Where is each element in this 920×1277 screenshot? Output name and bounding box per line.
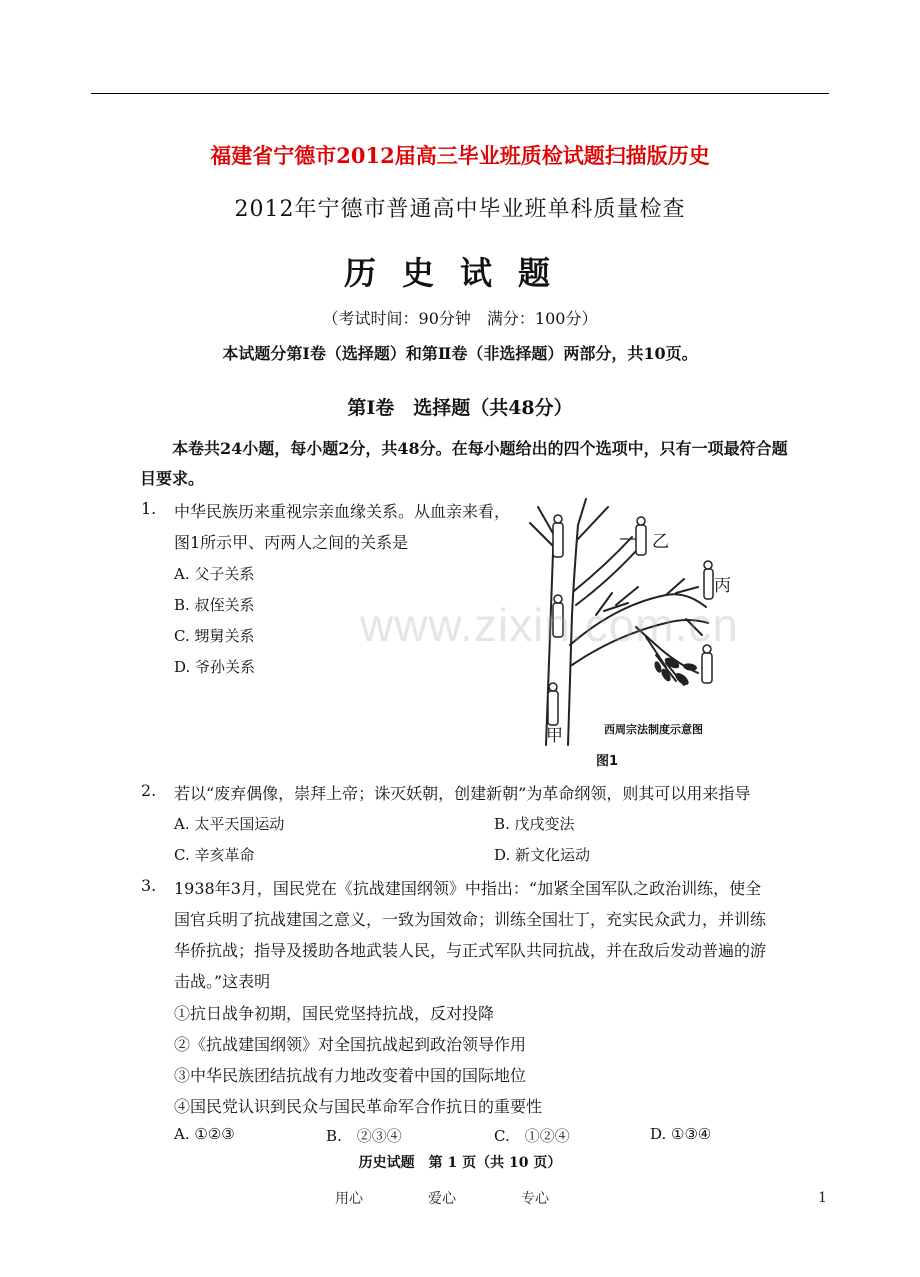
option-b: B. 戊戌变法 bbox=[494, 815, 575, 833]
question-text-line: 击战。”这表明 bbox=[174, 972, 271, 991]
question-text-line: 华侨抗战；指导及援助各地武装人民，与正式军队共同抗战，并在敌后发动普遍的游 bbox=[174, 941, 767, 960]
page-footer-label: 历史试题 第 1 页（共 10 页） bbox=[358, 1155, 562, 1171]
question-text-line: 中华民族历来重视宗亲血缘关系。从血亲来看， bbox=[174, 502, 511, 521]
slogan-1: 用心 bbox=[335, 1191, 363, 1207]
slogan-3: 专心 bbox=[521, 1191, 549, 1207]
statement-3: ③中华民族团结抗战有力地改变着中国的国际地位 bbox=[174, 1066, 527, 1085]
page-number: 1 bbox=[818, 1190, 827, 1206]
option-b: B. ②③④ bbox=[326, 1127, 402, 1145]
exam-subtitle: 2012年宁德市普通高中毕业班单科质量检查 bbox=[234, 197, 686, 222]
document-red-title: 福建省宁德市2012届高三毕业班质检试题扫描版历史 bbox=[210, 143, 710, 168]
figure-caption: 西周宗法制度示意图 bbox=[604, 723, 703, 736]
option-d: D. 爷孙关系 bbox=[174, 658, 256, 676]
option-a: A. ①②③ bbox=[174, 1125, 235, 1143]
figure-mark-jia: 甲 bbox=[546, 726, 563, 746]
exam-parts-note: 本试题分第Ⅰ卷（选择题）和第Ⅱ卷（非选择题）两部分，共10页。 bbox=[222, 344, 698, 363]
option-a: A. 父子关系 bbox=[174, 565, 255, 583]
question-number: 3. bbox=[141, 876, 157, 895]
option-c: C. 甥舅关系 bbox=[174, 627, 255, 645]
statement-2: ②《抗战建国纲领》对全国抗战起到政治领导作用 bbox=[174, 1035, 527, 1054]
question-text-line: 若以“废弃偶像，崇拜上帝；诛灭妖朝，创建新朝”为革命纲领，则其可以用来指导 bbox=[174, 784, 751, 803]
question-number: 2. bbox=[141, 781, 157, 800]
option-c: C. ①②④ bbox=[494, 1127, 570, 1145]
section-instructions: 本卷共24小题，每小题2分，共48分。在每小题给出的四个选项中，只有一项最符合题目要求。 bbox=[140, 439, 788, 488]
option-d: D. 新文化运动 bbox=[494, 846, 591, 864]
option-b: B. 叔侄关系 bbox=[174, 596, 255, 614]
header-rule bbox=[91, 93, 829, 94]
question-text-line: 国官兵明了抗战建国之意义，一致为国效命；训练全国壮丁，充实民众武力，并训练 bbox=[174, 910, 767, 929]
statement-4: ④国民党认识到民众与国民革命军合作抗日的重要性 bbox=[174, 1097, 543, 1116]
option-a: A. 太平天国运动 bbox=[174, 815, 285, 833]
statement-1: ①抗日战争初期，国民党坚持抗战，反对投降 bbox=[174, 1004, 495, 1023]
option-c: C. 辛亥革命 bbox=[174, 846, 255, 864]
option-d: D. ①③④ bbox=[650, 1125, 712, 1143]
figure-label: 图1 bbox=[596, 754, 619, 769]
slogan-2: 爱心 bbox=[428, 1191, 456, 1207]
question-text-line: 图1所示甲、丙两人之间的关系是 bbox=[174, 533, 409, 552]
figure-mark-bing: 丙 bbox=[714, 576, 731, 596]
figure-mark-yi: 乙 bbox=[652, 532, 669, 552]
exam-main-title: 历史试题 bbox=[343, 254, 576, 292]
section-title: 第Ⅰ卷 选择题（共48分） bbox=[347, 397, 573, 419]
exam-time-score: （考试时间：90分钟 满分：100分） bbox=[322, 309, 598, 328]
question-number: 1. bbox=[141, 499, 157, 518]
watermark: www.zixin.com.cn bbox=[360, 599, 739, 651]
question-text-line: 1938年3月，国民党在《抗战建国纲领》中指出：“加紧全国军队之政治训练，使全 bbox=[174, 879, 762, 898]
